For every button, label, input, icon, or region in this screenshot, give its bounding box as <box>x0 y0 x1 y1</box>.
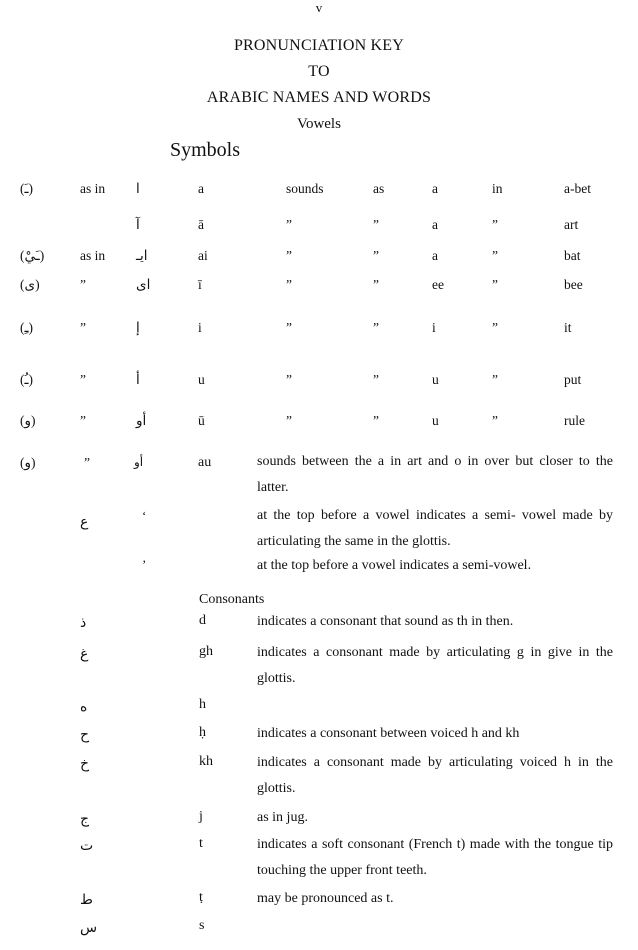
arabic-example: أو <box>134 455 144 469</box>
description: indicates a consonant that sound as th in then. <box>257 614 514 629</box>
arabic-example: اى <box>136 277 151 293</box>
transliteration-symbol: kh <box>199 754 213 769</box>
transliteration-symbol: gh <box>199 644 213 659</box>
description: indicates a consonant between voiced h and kh <box>257 726 520 741</box>
arabic-example: أ <box>136 372 140 388</box>
arabic-example: ايـ <box>136 248 148 264</box>
as-in-label: ” <box>80 320 86 335</box>
in-label: ” <box>492 217 498 232</box>
as-label: ” <box>373 413 379 428</box>
in-label: ” <box>492 248 498 263</box>
description: as in jug. <box>257 810 308 825</box>
sound-letter: u <box>432 372 439 387</box>
in-label: in <box>492 181 503 196</box>
as-label: ” <box>373 217 379 232</box>
transliteration-symbol: au <box>198 455 212 470</box>
vowel-sign: (ـَيْ) <box>20 248 45 263</box>
description: indicates a soft consonant (French t) made with the tongue tip touching the upper front teeth. <box>257 837 613 878</box>
arabic-letter: ح <box>80 727 90 743</box>
transliteration-symbol: ī <box>198 277 202 292</box>
as-label: ” <box>373 372 379 387</box>
as-in-label: as in <box>80 248 106 263</box>
vowel-sign: (ـُ) <box>20 372 33 387</box>
as-label: as <box>373 181 385 196</box>
arabic-letter: ج <box>80 811 90 827</box>
heading-line-2: TO <box>308 63 330 80</box>
ain-mark: ‘ <box>142 508 147 523</box>
sounds-label: sounds <box>286 181 324 196</box>
sound-letter: u <box>432 413 439 428</box>
example-word: bat <box>564 248 581 263</box>
description: indicates a consonant made by articulating g in give in the glottis. <box>257 645 613 686</box>
vowel-sign: (و) <box>20 413 36 428</box>
as-in-label: ” <box>80 372 86 387</box>
as-label: ” <box>373 248 379 263</box>
arabic-letter: غ <box>80 646 89 662</box>
vowel-sign: (ى) <box>20 277 40 292</box>
in-label: ” <box>492 277 498 292</box>
arabic-example: إ <box>136 320 140 336</box>
sound-letter: a <box>432 181 438 196</box>
arabic-letter: خ <box>80 756 90 772</box>
transliteration-symbol: h <box>199 697 206 712</box>
sounds-label: ” <box>286 248 292 263</box>
transliteration-symbol: ū <box>198 413 205 428</box>
sound-letter: a <box>432 248 438 263</box>
arabic-letter: ذ <box>80 615 87 631</box>
transliteration-symbol: ā <box>198 217 204 232</box>
sounds-label: ” <box>286 277 292 292</box>
hamza-mark: ’ <box>142 557 147 572</box>
example-word: it <box>564 320 572 335</box>
sound-letter: a <box>432 217 438 232</box>
description: indicates a consonant made by articulating voiced h in the glottis. <box>257 755 613 796</box>
vowel-sign: (و) <box>20 455 36 470</box>
arabic-letter: ت <box>80 838 94 854</box>
example-word: art <box>564 217 579 232</box>
arabic-letter: ط <box>80 892 93 908</box>
sounds-label: ” <box>286 320 292 335</box>
as-in-label: ” <box>80 413 86 428</box>
heading-line-1: PRONUNCIATION KEY <box>233 37 405 54</box>
example-word: put <box>564 372 582 387</box>
page-number: v <box>315 0 323 15</box>
ditto-mark: ” <box>84 455 90 470</box>
as-label: ” <box>373 277 379 292</box>
as-in-label: as in <box>80 181 106 196</box>
transliteration-symbol: ai <box>198 248 208 263</box>
arabic-example: آ <box>136 217 140 233</box>
vowel-sign: (ـَ) <box>20 181 33 196</box>
transliteration-symbol: u <box>198 372 205 387</box>
sounds-label: ” <box>286 413 292 428</box>
vowels-subheading: Vowels <box>297 116 341 132</box>
sounds-label: ” <box>286 372 292 387</box>
example-word: rule <box>564 413 585 428</box>
example-word: a-bet <box>564 181 591 196</box>
in-label: ” <box>492 320 498 335</box>
example-word: bee <box>564 277 583 292</box>
in-label: ” <box>492 413 498 428</box>
transliteration-symbol: ḥ <box>199 725 206 740</box>
description: at the top before a vowel indicates a semi-vowel. <box>257 558 532 573</box>
arabic-example: ا <box>136 181 140 197</box>
transliteration-symbol: ṭ <box>199 890 203 905</box>
description: at the top before a vowel indicates a semi- vowel made by articulating the same in the glottis. <box>257 508 613 549</box>
transliteration-symbol: s <box>199 918 205 933</box>
vowel-sign: (ـِ) <box>20 320 33 335</box>
arabic-example: أو <box>136 413 147 429</box>
as-in-label: ” <box>80 277 86 292</box>
description: sounds between the a in art and o in over but closer to the latter. <box>257 454 613 495</box>
arabic-letter: ع <box>80 514 89 530</box>
description: may be pronounced as t. <box>257 891 394 906</box>
arabic-letter: س <box>80 920 98 936</box>
transliteration-symbol: j <box>199 809 203 824</box>
transliteration-symbol: d <box>199 613 206 628</box>
transliteration-symbol: i <box>198 320 202 335</box>
heading-line-3: ARABIC NAMES AND WORDS <box>206 89 432 106</box>
sound-letter: ee <box>432 277 444 292</box>
transliteration-symbol: t <box>199 836 203 851</box>
as-label: ” <box>373 320 379 335</box>
sound-letter: i <box>432 320 436 335</box>
arabic-letter: ه <box>80 699 88 715</box>
consonants-title: Consonants <box>199 592 265 607</box>
symbols-label: Symbols <box>170 139 241 161</box>
sounds-label: ” <box>286 217 292 232</box>
transliteration-symbol: a <box>198 181 204 196</box>
in-label: ” <box>492 372 498 387</box>
